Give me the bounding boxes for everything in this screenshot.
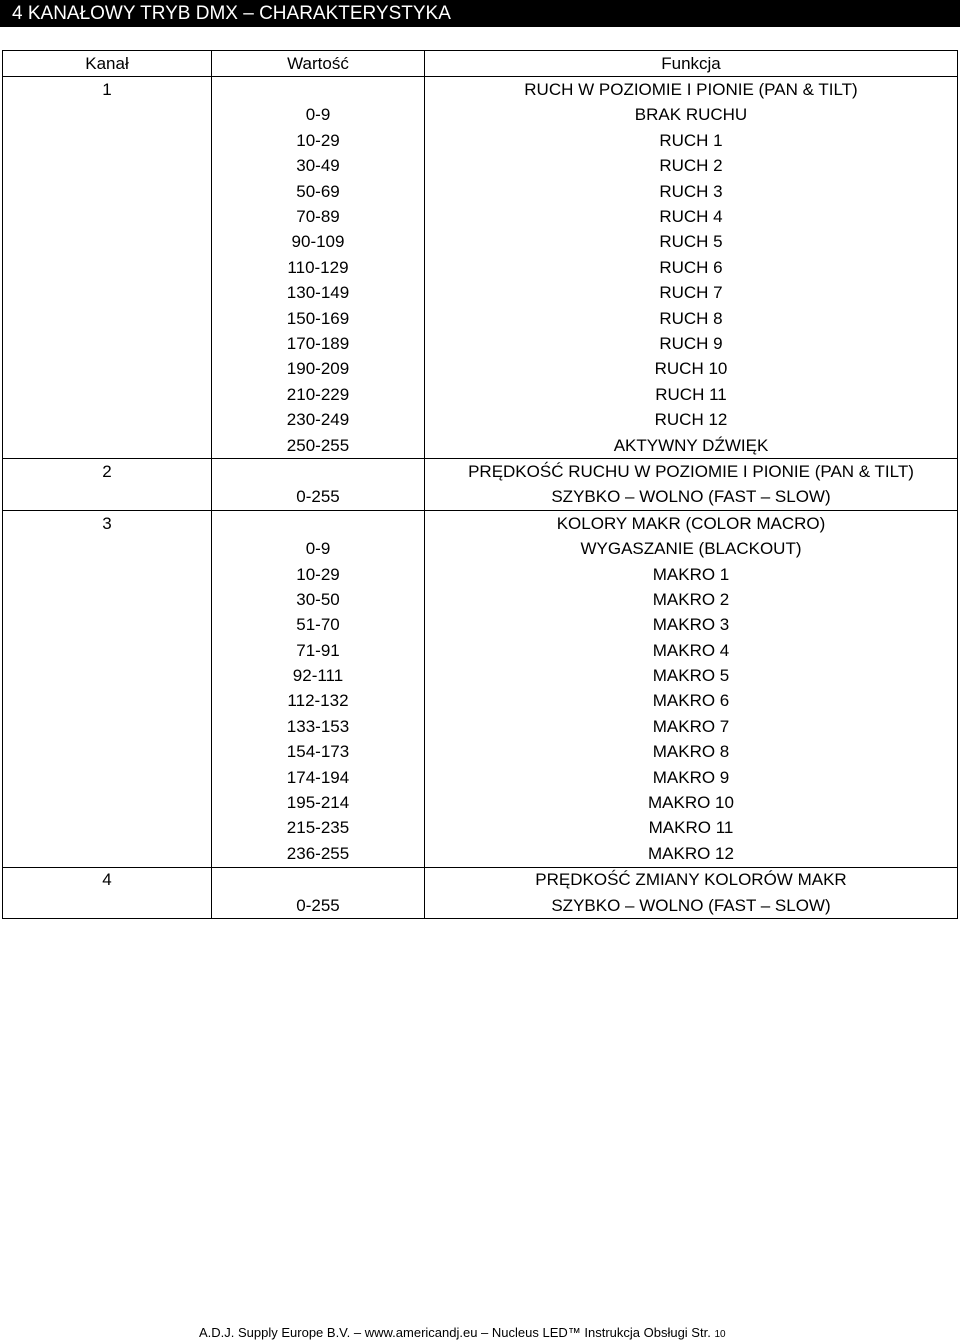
channel-number: 2 bbox=[3, 459, 212, 485]
function-description: MAKRO 3 bbox=[425, 613, 958, 638]
channel-cell-empty bbox=[3, 613, 212, 638]
function-description: RUCH 5 bbox=[425, 230, 958, 255]
table-row bbox=[3, 407, 958, 432]
function-description: MAKRO 5 bbox=[425, 663, 958, 688]
table-row bbox=[3, 587, 958, 612]
function-description: BRAK RUCHU bbox=[425, 103, 958, 128]
function-description: MAKRO 4 bbox=[425, 638, 958, 663]
value-cell-empty bbox=[212, 459, 425, 485]
channel-group-2 bbox=[3, 459, 958, 511]
value-range: 30-49 bbox=[212, 154, 425, 179]
function-description: WYGASZANIE (BLACKOUT) bbox=[425, 536, 958, 561]
channel-function: PRĘDKOŚĆ ZMIANY KOLORÓW MAKR bbox=[425, 867, 958, 893]
function-description: RUCH 12 bbox=[425, 407, 958, 432]
channel-cell-empty bbox=[3, 306, 212, 331]
channel-cell-empty bbox=[3, 179, 212, 204]
channel-header-row bbox=[3, 459, 958, 485]
value-range: 195-214 bbox=[212, 790, 425, 815]
function-description: RUCH 8 bbox=[425, 306, 958, 331]
channel-cell-empty bbox=[3, 204, 212, 229]
channel-cell-empty bbox=[3, 407, 212, 432]
value-range: 10-29 bbox=[212, 128, 425, 153]
function-description: RUCH 4 bbox=[425, 204, 958, 229]
channel-cell-empty bbox=[3, 331, 212, 356]
channel-cell-empty bbox=[3, 689, 212, 714]
channel-function: PRĘDKOŚĆ RUCHU W POZIOMIE I PIONIE (PAN & TILT) bbox=[425, 459, 958, 485]
table-row bbox=[3, 382, 958, 407]
value-range: 0-255 bbox=[212, 485, 425, 511]
function-description: MAKRO 1 bbox=[425, 562, 958, 587]
channel-cell-empty bbox=[3, 893, 212, 919]
table-row bbox=[3, 893, 958, 919]
table-header-row bbox=[3, 51, 958, 77]
function-description: RUCH 10 bbox=[425, 357, 958, 382]
channel-cell-empty bbox=[3, 536, 212, 561]
value-range: 0-9 bbox=[212, 103, 425, 128]
channel-header-row bbox=[3, 77, 958, 103]
table-row bbox=[3, 128, 958, 153]
channel-cell-empty bbox=[3, 765, 212, 790]
value-range: 230-249 bbox=[212, 407, 425, 432]
value-range: 51-70 bbox=[212, 613, 425, 638]
channel-header-row bbox=[3, 511, 958, 537]
column-header-channel: Kanał bbox=[3, 51, 212, 77]
channel-group-4 bbox=[3, 867, 958, 919]
table-row bbox=[3, 331, 958, 356]
function-description: RUCH 3 bbox=[425, 179, 958, 204]
table-row bbox=[3, 689, 958, 714]
channel-cell-empty bbox=[3, 281, 212, 306]
channel-cell-empty bbox=[3, 663, 212, 688]
value-range: 0-9 bbox=[212, 536, 425, 561]
channel-cell-empty bbox=[3, 587, 212, 612]
function-description: MAKRO 7 bbox=[425, 714, 958, 739]
channel-cell-empty bbox=[3, 255, 212, 280]
value-range: 90-109 bbox=[212, 230, 425, 255]
table-row bbox=[3, 663, 958, 688]
value-range: 112-132 bbox=[212, 689, 425, 714]
table-row bbox=[3, 281, 958, 306]
dmx-channel-table bbox=[2, 50, 958, 919]
channel-group-1 bbox=[3, 77, 958, 459]
value-range: 130-149 bbox=[212, 281, 425, 306]
function-description: MAKRO 10 bbox=[425, 790, 958, 815]
value-cell-empty bbox=[212, 867, 425, 893]
function-description: AKTYWNY DŹWIĘK bbox=[425, 433, 958, 459]
table-row bbox=[3, 433, 958, 459]
value-range: 110-129 bbox=[212, 255, 425, 280]
channel-cell-empty bbox=[3, 103, 212, 128]
channel-cell-empty bbox=[3, 154, 212, 179]
channel-cell-empty bbox=[3, 128, 212, 153]
function-description: RUCH 6 bbox=[425, 255, 958, 280]
value-range: 50-69 bbox=[212, 179, 425, 204]
channel-cell-empty bbox=[3, 638, 212, 663]
channel-cell-empty bbox=[3, 562, 212, 587]
value-range: 10-29 bbox=[212, 562, 425, 587]
channel-number: 3 bbox=[3, 511, 212, 537]
channel-cell-empty bbox=[3, 382, 212, 407]
channel-cell-empty bbox=[3, 714, 212, 739]
function-description: MAKRO 12 bbox=[425, 841, 958, 867]
function-description: SZYBKO – WOLNO (FAST – SLOW) bbox=[425, 485, 958, 511]
value-range: 150-169 bbox=[212, 306, 425, 331]
value-range: 236-255 bbox=[212, 841, 425, 867]
table-row bbox=[3, 790, 958, 815]
function-description: MAKRO 2 bbox=[425, 587, 958, 612]
value-range: 133-153 bbox=[212, 714, 425, 739]
channel-cell-empty bbox=[3, 357, 212, 382]
channel-group-3 bbox=[3, 511, 958, 867]
column-header-function: Funkcja bbox=[425, 51, 958, 77]
table-row bbox=[3, 613, 958, 638]
table-row bbox=[3, 536, 958, 561]
table-row bbox=[3, 740, 958, 765]
channel-number: 4 bbox=[3, 867, 212, 893]
channel-cell-empty bbox=[3, 485, 212, 511]
function-description: MAKRO 8 bbox=[425, 740, 958, 765]
value-range: 210-229 bbox=[212, 382, 425, 407]
function-description: SZYBKO – WOLNO (FAST – SLOW) bbox=[425, 893, 958, 919]
function-description: RUCH 9 bbox=[425, 331, 958, 356]
value-range: 30-50 bbox=[212, 587, 425, 612]
table-row bbox=[3, 765, 958, 790]
function-description: MAKRO 9 bbox=[425, 765, 958, 790]
channel-cell-empty bbox=[3, 230, 212, 255]
footer-text: A.D.J. Supply Europe B.V. – www.americandj.eu – Nucleus LED™ Instrukcja Obsługi Str. bbox=[199, 1325, 711, 1340]
function-description: RUCH 2 bbox=[425, 154, 958, 179]
page-footer bbox=[199, 1325, 726, 1340]
value-cell-empty bbox=[212, 511, 425, 537]
value-range: 170-189 bbox=[212, 331, 425, 356]
table-row bbox=[3, 714, 958, 739]
table-row bbox=[3, 357, 958, 382]
value-range: 71-91 bbox=[212, 638, 425, 663]
value-range: 250-255 bbox=[212, 433, 425, 459]
table-row bbox=[3, 179, 958, 204]
table-row bbox=[3, 816, 958, 841]
value-range: 190-209 bbox=[212, 357, 425, 382]
channel-cell-empty bbox=[3, 841, 212, 867]
table-row bbox=[3, 230, 958, 255]
table-row bbox=[3, 204, 958, 229]
table-row bbox=[3, 562, 958, 587]
table-row bbox=[3, 154, 958, 179]
channel-cell-empty bbox=[3, 816, 212, 841]
channel-cell-empty bbox=[3, 790, 212, 815]
table-row bbox=[3, 255, 958, 280]
value-cell-empty bbox=[212, 77, 425, 103]
channel-number: 1 bbox=[3, 77, 212, 103]
table-row bbox=[3, 103, 958, 128]
channel-cell-empty bbox=[3, 740, 212, 765]
value-range: 92-111 bbox=[212, 663, 425, 688]
channel-function: KOLORY MAKR (COLOR MACRO) bbox=[425, 511, 958, 537]
channel-header-row bbox=[3, 867, 958, 893]
table-row bbox=[3, 638, 958, 663]
function-description: RUCH 7 bbox=[425, 281, 958, 306]
table-row bbox=[3, 306, 958, 331]
function-description: RUCH 1 bbox=[425, 128, 958, 153]
function-description: MAKRO 6 bbox=[425, 689, 958, 714]
value-range: 154-173 bbox=[212, 740, 425, 765]
channel-cell-empty bbox=[3, 433, 212, 459]
value-range: 215-235 bbox=[212, 816, 425, 841]
page-title: 4 KANAŁOWY TRYB DMX – CHARAKTERYSTYKA bbox=[0, 0, 960, 27]
value-range: 70-89 bbox=[212, 204, 425, 229]
value-range: 0-255 bbox=[212, 893, 425, 919]
function-description: RUCH 11 bbox=[425, 382, 958, 407]
channel-function: RUCH W POZIOMIE I PIONIE (PAN & TILT) bbox=[425, 77, 958, 103]
table-row bbox=[3, 841, 958, 867]
column-header-value: Wartość bbox=[212, 51, 425, 77]
table-row bbox=[3, 485, 958, 511]
footer-page-number: 10 bbox=[714, 1329, 726, 1340]
function-description: MAKRO 11 bbox=[425, 816, 958, 841]
value-range: 174-194 bbox=[212, 765, 425, 790]
